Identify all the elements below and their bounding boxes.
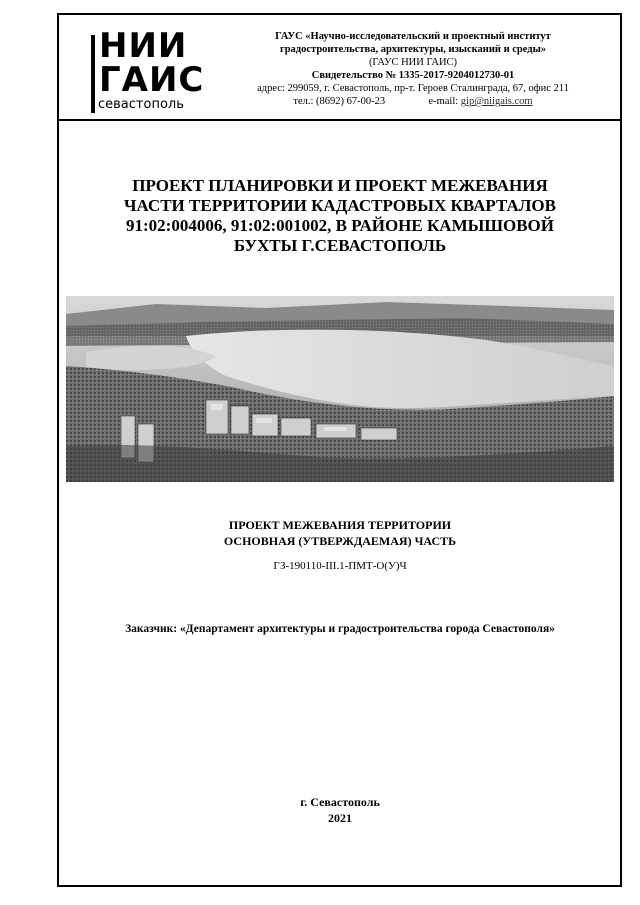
email-label: e-mail: [428, 96, 459, 107]
title-line1: ПРОЕКТ ПЛАНИРОВКИ И ПРОЕКТ МЕЖЕВАНИЯ [132, 176, 548, 195]
logo-city: севастополь [98, 97, 184, 112]
logo-bar [91, 35, 95, 113]
document-title [58, 176, 622, 256]
certificate: Свидетельство № 1335-2017-9204012730-01 [311, 70, 515, 81]
section-title [58, 517, 622, 549]
title-line2: ЧАСТИ ТЕРРИТОРИИ КАДАСТРОВЫХ КВАРТАЛОВ [124, 196, 556, 215]
aerial-photo [66, 296, 614, 482]
logo-text-line1: НИИ [99, 26, 188, 66]
section-title-line1: ПРОЕКТ МЕЖЕВАНИЯ ТЕРРИТОРИИ [228, 518, 452, 532]
aerial-photo-image [66, 296, 614, 482]
title-line4: БУХТЫ Г.СЕВАСТОПОЛЬ [233, 236, 447, 255]
logo-text-line2: ГАИС [99, 60, 205, 100]
organization-info [207, 30, 619, 108]
year: 2021 [328, 811, 352, 825]
place-and-year [58, 794, 622, 826]
org-abbreviation: (ГАУС НИИ ГАИС) [368, 57, 458, 68]
email-link[interactable]: gip@niigais.com [460, 96, 533, 107]
section-title-line2: ОСНОВНАЯ (УТВЕРЖДАЕМАЯ) ЧАСТЬ [223, 534, 457, 548]
city: г. Севастополь [300, 795, 380, 809]
header-block [57, 13, 622, 121]
org-name-line2: градостроительства, архитектуры, изысканий и среды» [279, 44, 547, 55]
niigais-logo [91, 27, 203, 113]
address: адрес: 299059, г. Севастополь, пр-т. Героев Сталинграда, 67, офис 211 [257, 83, 569, 94]
phone: тел.: (8692) 67-00-23 [293, 96, 386, 107]
document-code: ГЗ-190110-III.1-ПМТ-О(У)Ч [273, 560, 407, 572]
customer: Заказчик: «Департамент архитектуры и градостроительства города Севастополя» [125, 623, 555, 635]
title-line3: 91:02:004006, 91:02:001002, В РАЙОНЕ КАМЫШОВОЙ [126, 216, 554, 235]
org-name-line1: ГАУС «Научно-исследовательский и проектный институт [275, 31, 551, 42]
contacts [207, 95, 619, 108]
